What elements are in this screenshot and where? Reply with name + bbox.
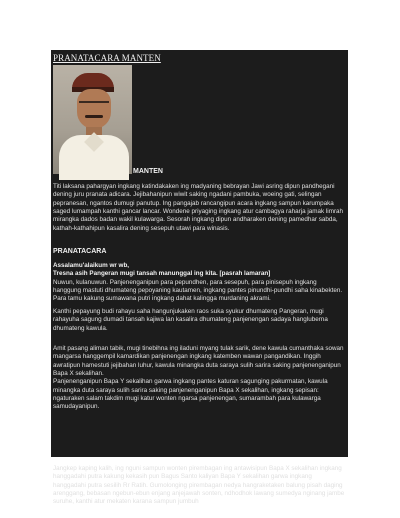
face-shape: [77, 89, 111, 129]
greeting-line-1: Assalamu'alaikum wr wb,: [53, 262, 130, 269]
greeting-block: [53, 262, 345, 304]
paragraph-4: [53, 345, 345, 412]
paragraph-5: [53, 465, 345, 507]
intro-paragraph: [53, 183, 345, 233]
intro-text: Titi laksana pahargyan ingkang katindakaken ing madyaning bebrayan Jawi asring dipun pandhegani dening juru pranata adicara. Jejibahanipun wiwit saking ngadani pambuka, woeing gati, selingan pepranesan, ngantos dumugi panutup. Ing pangajab rancangipun acara ingkang sampun karumpaka saged lumampah kanthi gancar lancar. Wondene priyaging ingkang atur cambagya raharja jamak limrah mirangka dados badan wakil kulawarga. Sesorah ingkang dipun andharaken dening pamedhar sabda, kathah-kathahipun kasalira dening sesepuh utawi para winasis.: [53, 183, 344, 232]
mustache-shape: [85, 115, 103, 118]
greeting-body: Nuwun, kulanuwun. Panjenenganipun para pepundhen, para sesepuh, para pinisepuh ingkang hanggung mastuti dhumateng pepoyaning kautamen, ingkang pantes pinundhi-pundhi saha kinabekten. Para tamu kakung sumawana putri ingkang dahat kalingga murdaning akrami.: [53, 278, 343, 303]
section-heading: PRANATACARA: [53, 248, 107, 255]
article-title-link[interactable]: PRANATACARA MANTEN: [53, 53, 161, 63]
paragraph-4-text: Amit pasang aliman tabik, mugi tinebihna ing iladuni myang tulak sarik, dene kawula cumanthaka sowan mangarsa hanggempil kamardikan panjenengan ingkang katemben wawan pangandikan. Inggih awratipun hamestuti jejibahan luhur, kawula minangka duta saraya sulih sarira saking panjenenganipun Bapa X sekalihan. Panjenenganipun Bapa Y sekalihan garwa ingkang pantes katuran sagunging pakurmatan, kawula minangka duta saraya sulih sarira saking panjenenganipun Bapa X sekalihan, ingkang sepisan: ngaturaken salam takdim mugi katur wonten ngarsa panjenengan, sumarambah para kulawarga samudayanipun.: [53, 345, 344, 411]
photo-caption: MANTEN: [133, 168, 163, 175]
article-panel: [51, 50, 348, 506]
paragraph-5-text: Jangkep kaping kalih, ing nguni sampun wonten pirembagan ing antawisipun Bapa X sekalihan ingkang hanggadahi putra kakung kekasih pun Bagus Santo kaliyan Bapa Y sekalihan garwa ingkang hanggadahi putra sesilih Rr Ratih. Gumolonging pirembagan nedya hangraketaken balung pisah daging arenggang, bebasan ngebun-ebun enjang anjejawah sonten, ndhodhok lawang sumedya nginang jambe suruhe, kanthi atur mekaten karana sampun jumbuh: [53, 465, 345, 506]
glasses-shape: [79, 101, 109, 109]
paragraph-3-text: Kanthi pepayung budi rahayu saha hangunjukaken raos suka syukur dhumateng Pangeran, mugi rahayuha sagung dumadi tansah kajiwa lan kasalira dhumateng panjenengan sadaya hangluberna dhumateng kawula.: [53, 308, 328, 332]
author-photo: [53, 65, 132, 174]
greeting-line-2: Tresna asih Pangeran mugi tansah manunggal ing kita. [pasrah lamaran]: [53, 270, 271, 278]
paragraph-3: [53, 308, 345, 333]
